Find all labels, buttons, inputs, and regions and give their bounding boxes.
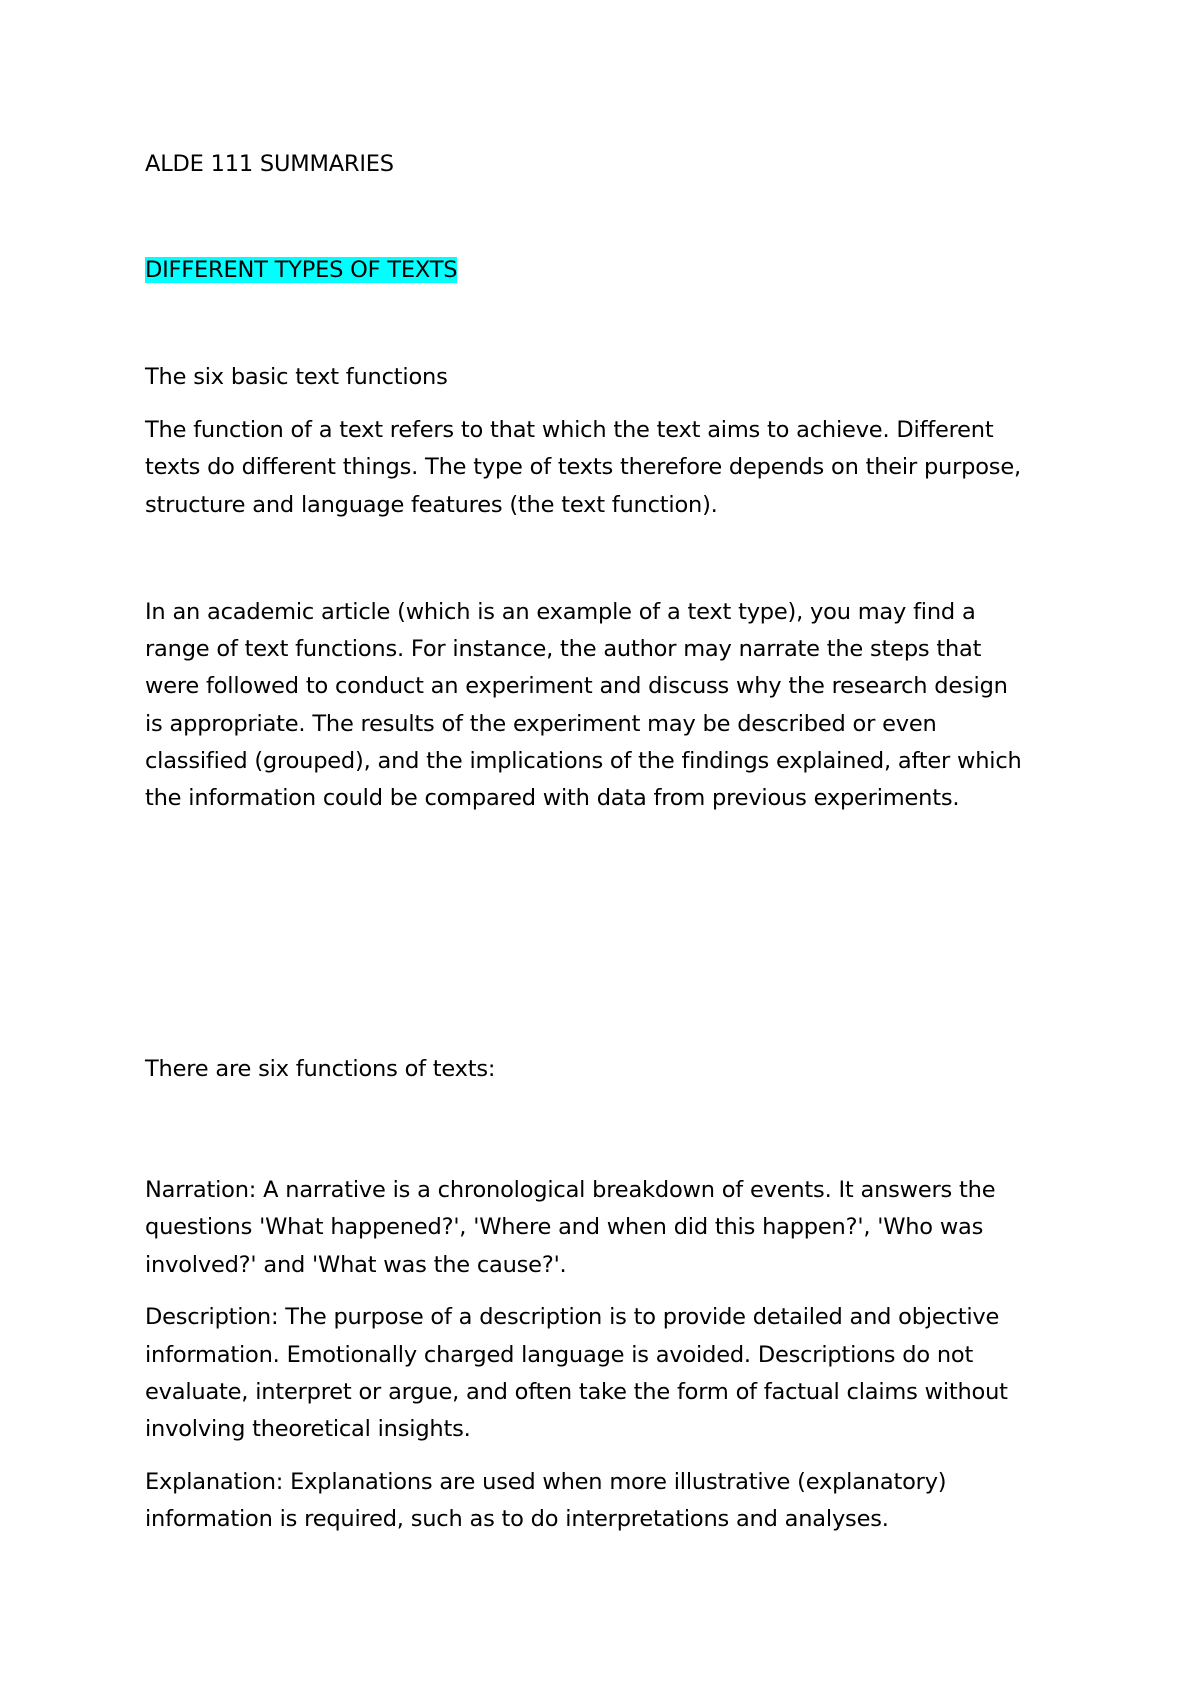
paragraph-line: The function of a text refers to that which the text aims to achieve. Different bbox=[145, 417, 994, 443]
paragraph-line: In an academic article (which is an example of a text type), you may find a bbox=[145, 599, 976, 625]
description-line: evaluate, interpret or argue, and often take the form of factual claims without bbox=[145, 1379, 1008, 1405]
narration-line: questions 'What happened?', 'Where and when did this happen?', 'Who was bbox=[145, 1214, 984, 1240]
subheading: The six basic text functions bbox=[145, 364, 448, 390]
description-line: Description: The purpose of a description is to provide detailed and objective bbox=[145, 1304, 1000, 1330]
section-heading bbox=[145, 252, 457, 290]
paragraph-line: were followed to conduct an experiment and discuss why the research design bbox=[145, 673, 1008, 699]
explanation-line: Explanation: Explanations are used when more illustrative (explanatory) bbox=[145, 1469, 947, 1495]
narration-line: involved?' and 'What was the cause?'. bbox=[145, 1252, 567, 1278]
description-line: involving theoretical insights. bbox=[145, 1416, 471, 1442]
paragraph-line: texts do different things. The type of texts therefore depends on their purpose, bbox=[145, 454, 1021, 480]
paragraph-line: structure and language features (the text function). bbox=[145, 492, 718, 518]
paragraph-line: the information could be compared with data from previous experiments. bbox=[145, 785, 960, 811]
list-intro: There are six functions of texts: bbox=[145, 1056, 496, 1082]
narration-line: Narration: A narrative is a chronological breakdown of events. It answers the bbox=[145, 1177, 996, 1203]
highlighted-heading-text: DIFFERENT TYPES OF TEXTS bbox=[145, 257, 458, 283]
explanation-line: information is required, such as to do interpretations and analyses. bbox=[145, 1506, 889, 1532]
paragraph-line: range of text functions. For instance, the author may narrate the steps that bbox=[145, 636, 982, 662]
description-line: information. Emotionally charged language is avoided. Descriptions do not bbox=[145, 1342, 974, 1368]
paragraph-line: classified (grouped), and the implications of the findings explained, after which bbox=[145, 748, 1022, 774]
paragraph-line: is appropriate. The results of the experiment may be described or even bbox=[145, 711, 937, 737]
document-title: ALDE 111 SUMMARIES bbox=[145, 151, 394, 177]
